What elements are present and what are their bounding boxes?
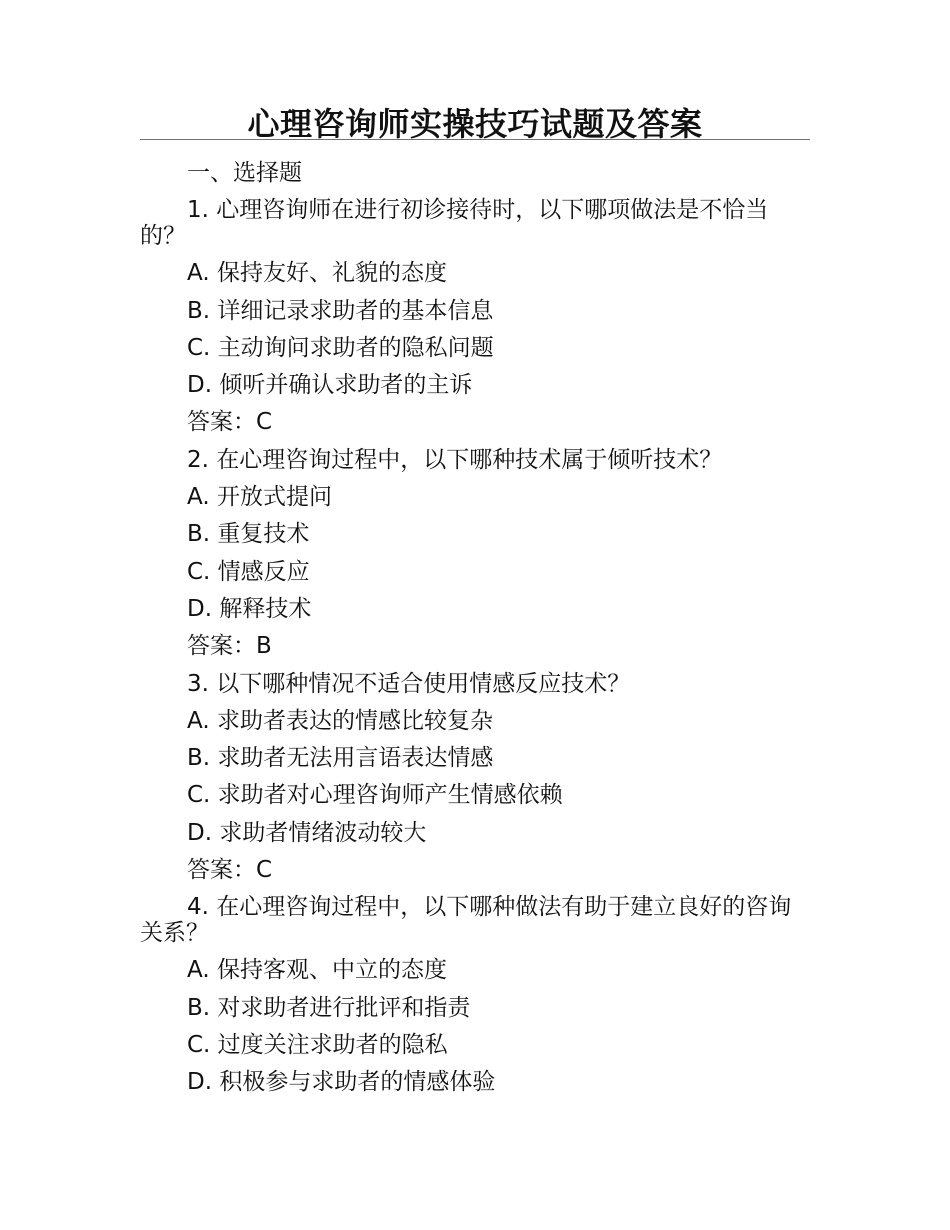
question-stem: 2. 在心理咨询过程中，以下哪种技术属于倾听技术？ [187, 446, 723, 473]
question-option: C. 主动询问求助者的隐私问题 [187, 334, 494, 361]
question-option: C. 情感反应 [187, 558, 310, 585]
question-option: D. 积极参与求助者的情感体验 [187, 1069, 496, 1096]
question-option: D. 倾听并确认求助者的主诉 [187, 372, 473, 399]
question-option: B. 重复技术 [187, 521, 310, 548]
question-option: C. 求助者对心理咨询师产生情感依赖 [187, 782, 563, 809]
document-body [140, 155, 812, 1102]
question-option: A. 保持客观、中立的态度 [187, 957, 447, 984]
question-stem: 4. 在心理咨询过程中，以下哪种做法有助于建立良好的咨询关系？ [140, 894, 792, 947]
question-answer: 答案：C [187, 857, 273, 884]
question-option: D. 解释技术 [187, 595, 312, 622]
question-answer: 答案：C [187, 409, 273, 436]
question-answer: 答案：B [187, 633, 272, 660]
title-underline [140, 139, 810, 140]
question-option: A. 保持友好、礼貌的态度 [187, 260, 447, 287]
question-option: A. 求助者表达的情感比较复杂 [187, 707, 493, 734]
question-option: B. 对求助者进行批评和指责 [187, 994, 471, 1021]
question-option: D. 求助者情绪波动较大 [187, 819, 427, 846]
question-stem: 3. 以下哪种情况不适合使用情感反应技术？ [187, 670, 631, 697]
question-option: B. 详细记录求助者的基本信息 [187, 297, 494, 324]
section-heading: 一、选择题 [187, 160, 302, 186]
page-title: 心理咨询师实操技巧试题及答案 [247, 105, 703, 143]
question-option: B. 求助者无法用言语表达情感 [187, 745, 494, 772]
question-stem: 1. 心理咨询师在进行初诊接待时，以下哪项做法是不恰当的？ [140, 197, 769, 250]
question-option: A. 开放式提问 [187, 484, 332, 511]
question-option: C. 过度关注求助者的隐私 [187, 1031, 448, 1058]
